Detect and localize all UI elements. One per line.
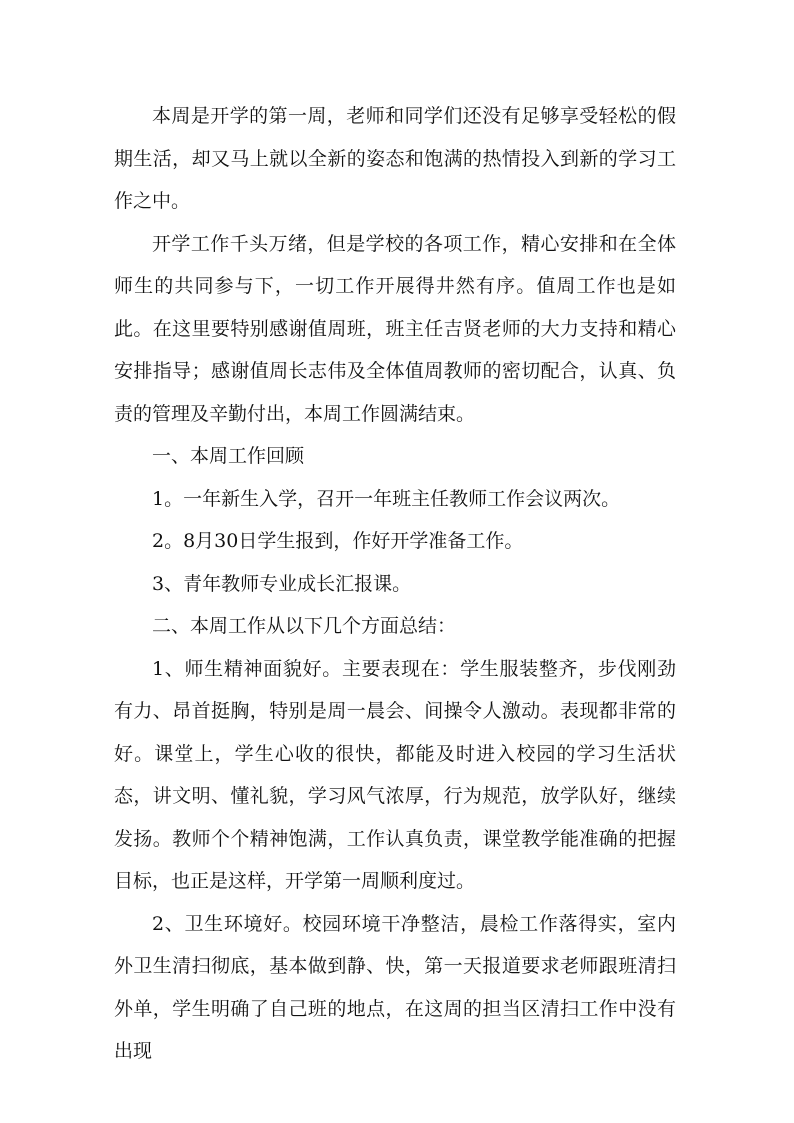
section-heading-review: 一、本周工作回顾 <box>152 445 305 467</box>
document-body <box>114 95 676 1073</box>
list-item-3: 3、青年教师专业成长汇报课。 <box>152 572 412 595</box>
list-item-2: 2。8月30日学生报到，作好开学准备工作。 <box>152 530 524 552</box>
paragraph-thanks: 开学工作千头万绪，但是学校的各项工作，精心安排和在全体师生的共同参与下，一切工作开展得井然有序。值周工作也是如此。在这里要特别感谢值周班，班主任吉贤老师的大力支持和精心安排指导；感谢值周长志伟及全体值周教师的密切配合，认真、负责的管理及辛勤付出，本周工作圆满结束。 <box>114 232 676 425</box>
section-heading-summary: 二、本周工作从以下几个方面总结： <box>152 615 457 637</box>
list-item-1: 1。一年新生入学，召开一年班主任教师工作会议两次。 <box>152 487 621 510</box>
paragraph-spirit: 1、师生精神面貌好。主要表现在：学生服装整齐，步伐刚劲有力、昂首挺胸，特别是周一晨会、间操令人激动。表现都非常的好。课堂上，学生心收的很快，都能及时进入校园的学习生活状态，讲文明、懂礼貌，学习风气浓厚，行为规范，放学队好，继续发扬。教师个个精神饱满，工作认真负责，课堂教学能准确的把握目标，也正是这样，开学第一周顺利度过。 <box>114 657 676 892</box>
paragraph-intro: 本周是开学的第一周，老师和同学们还没有足够享受轻松的假期生活，却又马上就以全新的姿态和饱满的热情投入到新的学习工作之中。 <box>114 105 676 212</box>
paragraph-hygiene: 2、卫生环境好。校园环境干净整洁，晨检工作落得实，室内外卫生清扫彻底，基本做到静、快，第一天报道要求老师跟班清扫外单，学生明确了自己班的地点，在这周的担当区清扫工作中没有出现 <box>114 912 676 1062</box>
